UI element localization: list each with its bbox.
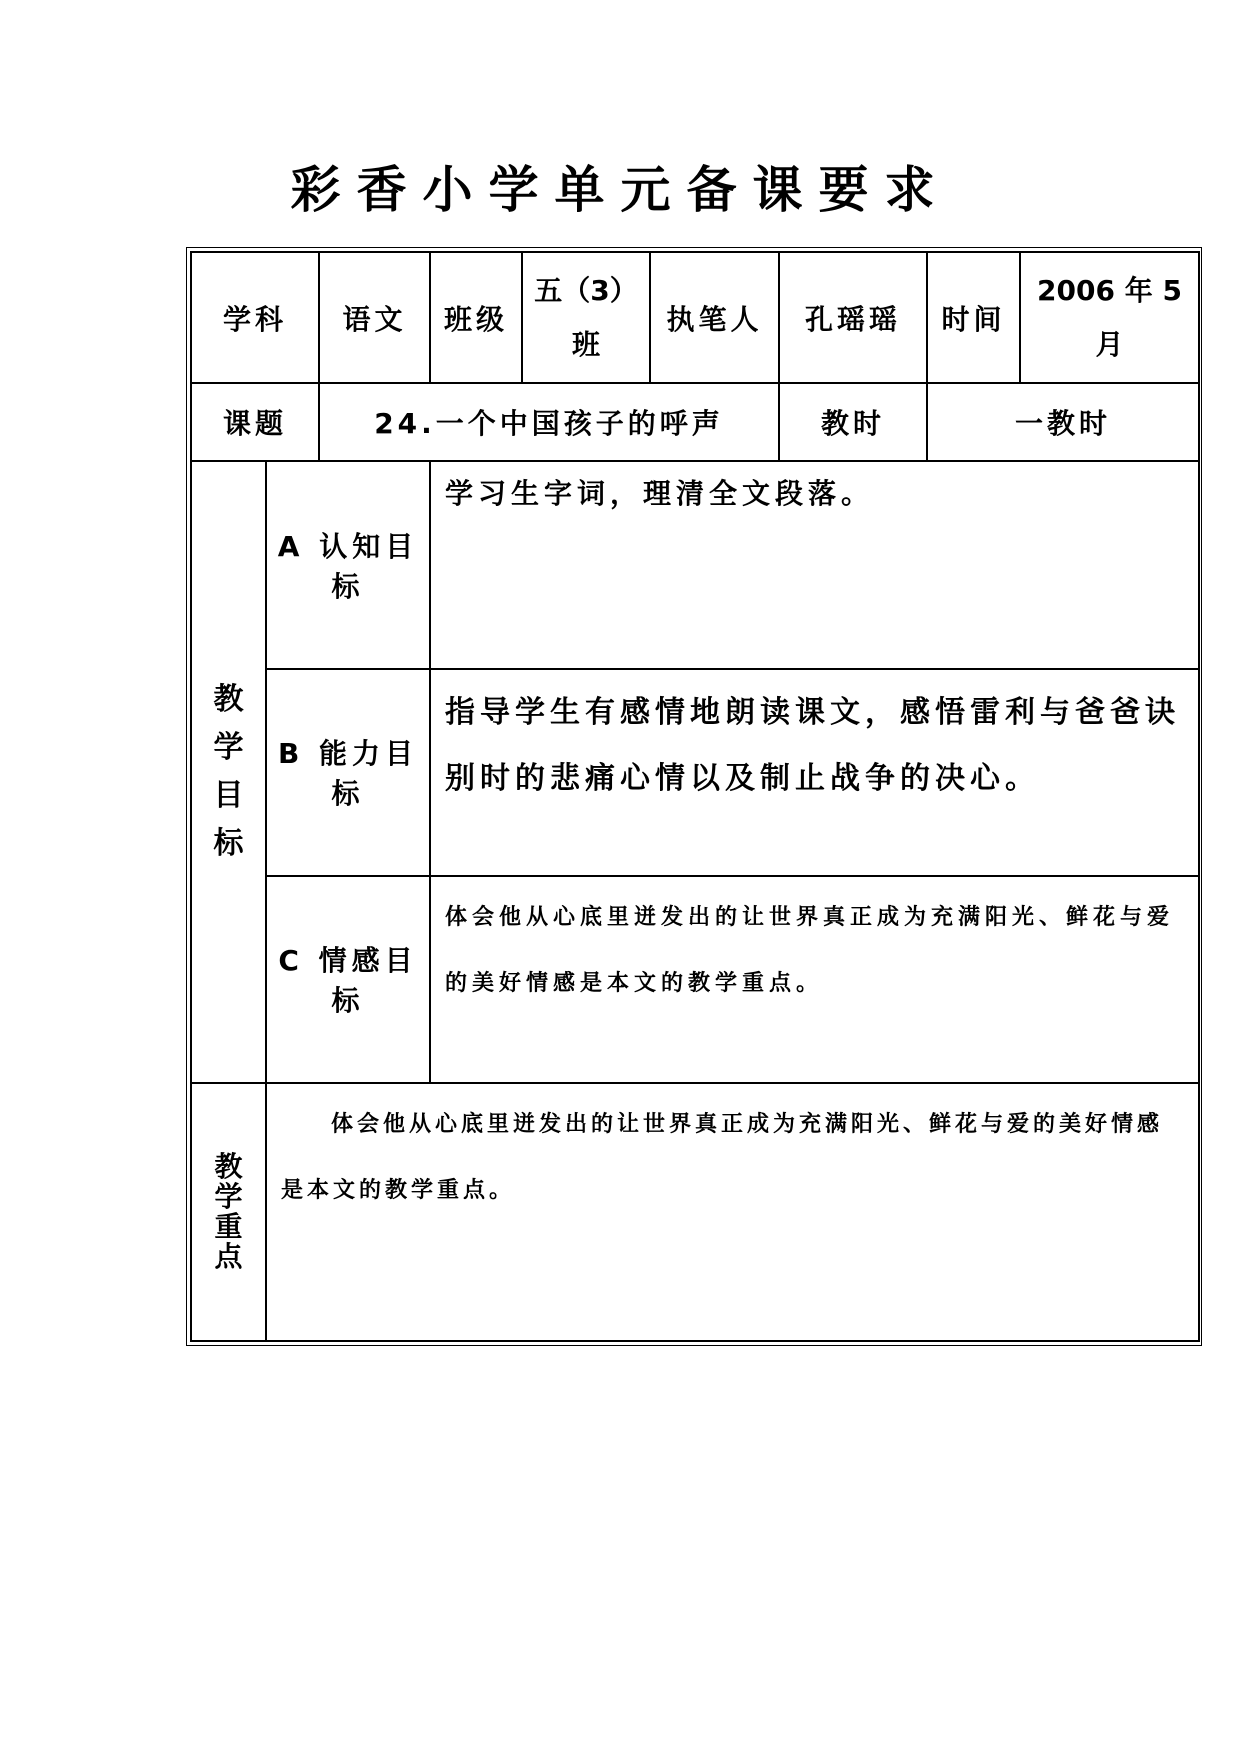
goal-row-emotion — [191, 876, 1199, 1082]
subject-label: 学科 — [191, 252, 319, 383]
ability-goal-text: 指导学生有感情地朗读课文，感悟雷利与爸爸诀别时的悲痛心情以及制止战争的决心。 — [430, 669, 1199, 876]
topic-value: 24.一个中国孩子的呼声 — [319, 383, 779, 461]
class-value: 五（3）班 — [522, 252, 650, 383]
key-points-cell — [266, 1083, 1199, 1342]
author-label: 执笔人 — [650, 252, 779, 383]
class-label: 班级 — [430, 252, 522, 383]
key-points-label-cell — [191, 1083, 266, 1342]
ability-goal-label: B 能力目标 — [266, 669, 430, 876]
page-title: 彩香小学单元备课要求 — [290, 161, 951, 219]
goals-section-label: 教学目标 — [213, 681, 244, 861]
topic-label: 课题 — [191, 383, 319, 461]
key-points-label: 教学重点 — [214, 1149, 243, 1273]
goal-row-cognitive — [191, 461, 1199, 668]
goals-section-label-cell — [191, 461, 266, 1082]
lesson-plan-table — [190, 251, 1200, 1342]
time-label: 时间 — [927, 252, 1020, 383]
key-points-text: 体会他从心底里迸发出的让世界真正成为充满阳光、鲜花与爱的美好情感是本文的教学重点。 — [281, 1111, 1164, 1203]
hours-label: 教时 — [779, 383, 927, 461]
key-points-row — [191, 1083, 1199, 1342]
hours-value: 一教时 — [927, 383, 1199, 461]
subject-value: 语文 — [319, 252, 430, 383]
cognitive-goal-text: 学习生字词，理清全文段落。 — [430, 461, 1199, 668]
cognitive-goal-label: A 认知目标 — [266, 461, 430, 668]
time-value: 2006 年 5 月 — [1020, 252, 1199, 383]
goal-row-ability — [191, 669, 1199, 876]
emotion-goal-label: C 情感目标 — [266, 876, 430, 1082]
topic-row — [191, 383, 1199, 461]
lesson-plan-table-frame — [186, 247, 1202, 1346]
emotion-goal-text: 体会他从心底里迸发出的让世界真正成为充满阳光、鲜花与爱的美好情感是本文的教学重点。 — [430, 876, 1199, 1082]
author-value: 孔瑶瑶 — [779, 252, 927, 383]
header-row — [191, 252, 1199, 383]
